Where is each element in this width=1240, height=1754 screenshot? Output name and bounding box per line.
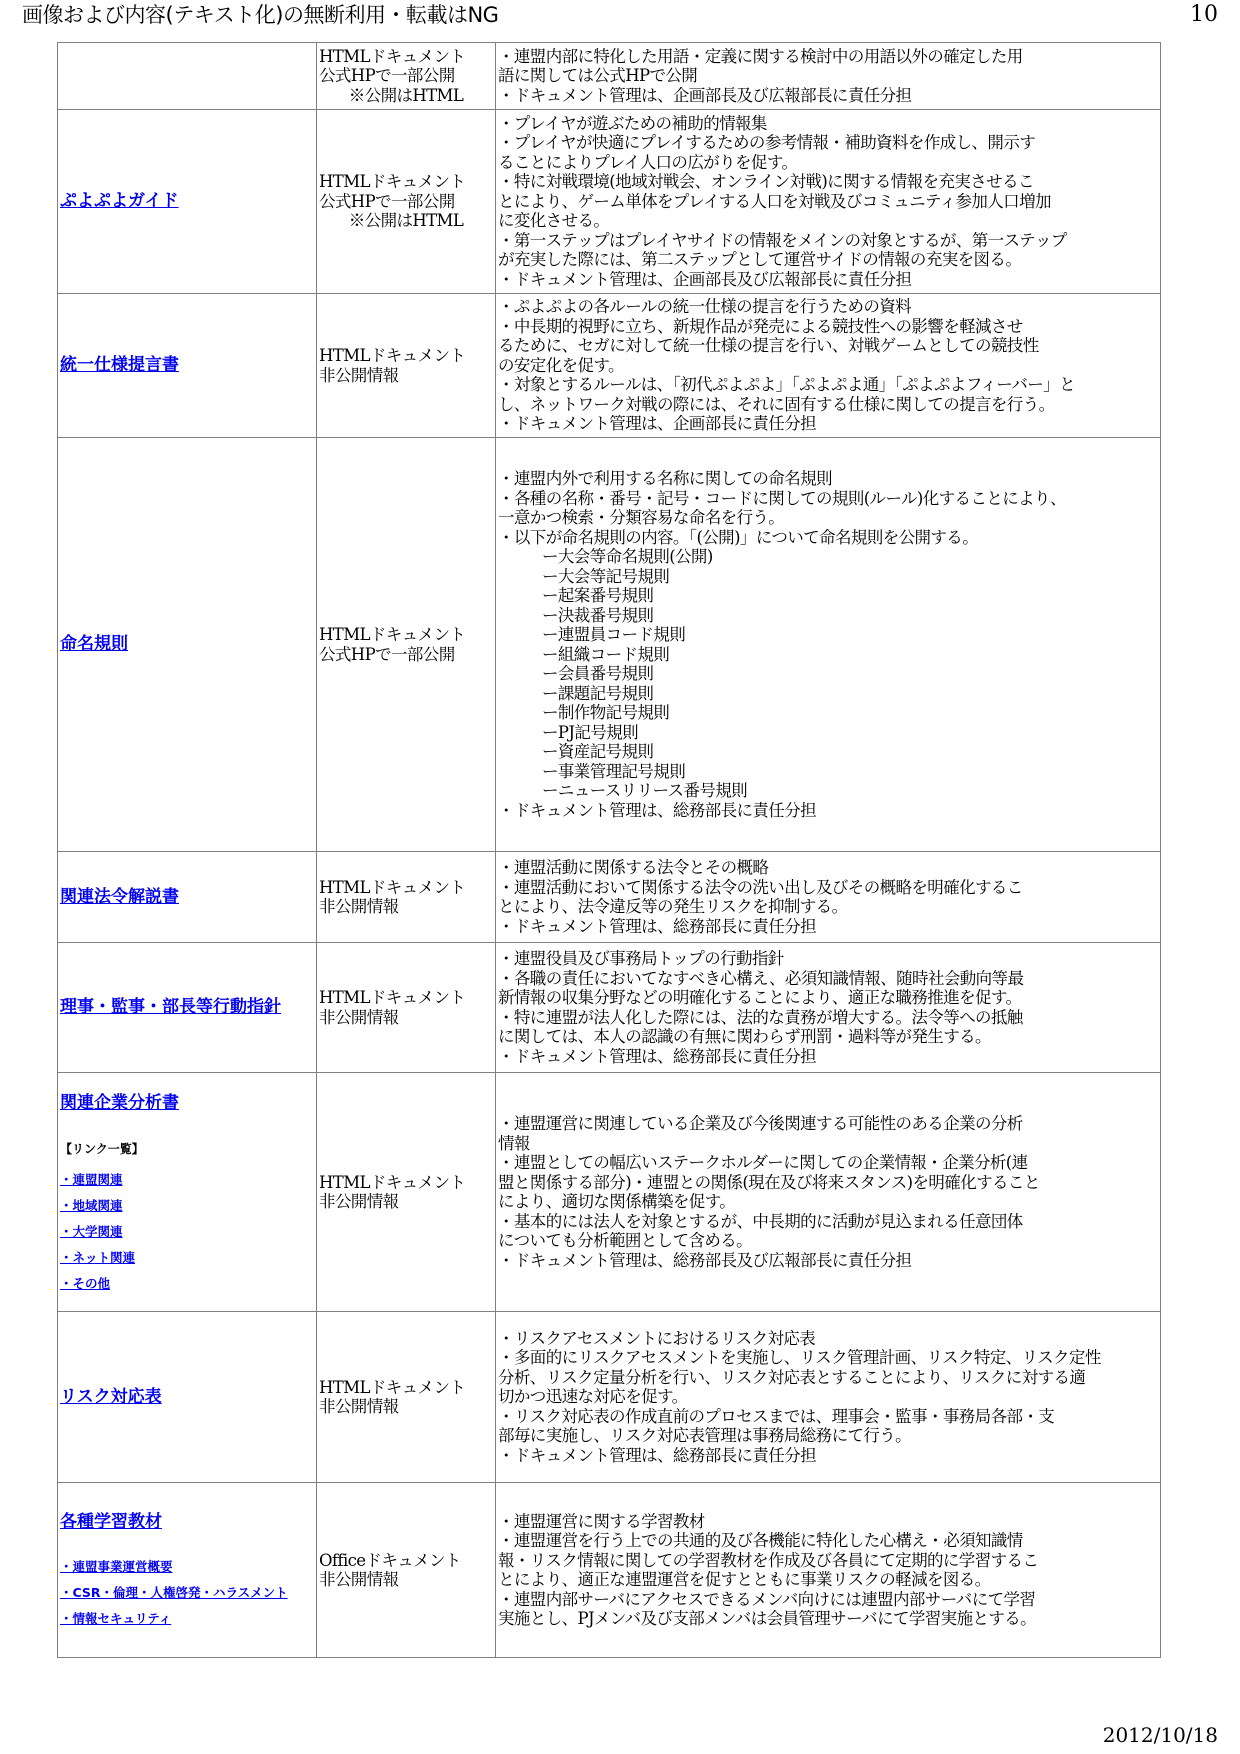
format-line: 公式HPで一部公開	[319, 191, 455, 211]
sub-link-infosec[interactable]: ・情報セキュリティ	[60, 1611, 172, 1627]
naming-rule-item: ー決裁番号規則	[542, 605, 654, 625]
desc-line: に変化させる。	[498, 211, 610, 231]
desc-line: ・ドキュメント管理は、企画部長及び広報部長に責任分担	[498, 269, 912, 289]
doc-format-cell	[317, 43, 496, 110]
doc-desc-cell	[496, 1483, 1161, 1658]
doc-link-naming-rules[interactable]: 命名規則	[60, 634, 128, 655]
doc-name-cell	[58, 1312, 317, 1483]
doc-desc-cell	[496, 43, 1161, 110]
format-line: HTMLドキュメント	[319, 877, 466, 897]
desc-line: についても分析範囲として含める。	[498, 1231, 753, 1250]
sub-link-business-overview[interactable]: ・連盟事業運営概要	[60, 1559, 173, 1575]
doc-link-learning-materials[interactable]: 各種学習教材	[60, 1511, 162, 1532]
naming-rule-item: ーPJ記号規則	[542, 722, 639, 742]
desc-line: 部毎に実施し、リスク対応表管理は事務局総務にて行う。	[498, 1426, 912, 1446]
table-row	[58, 43, 1161, 110]
desc-line: に関しては、本人の認識の有無に関わらず刑罰・過料等が発生する。	[498, 1027, 991, 1046]
doc-format-cell	[317, 943, 496, 1073]
desc-line: 実施とし、PJメンバ及び支部メンバは会員管理サーバにて学習実施とする。	[498, 1609, 1037, 1628]
sub-link-university[interactable]: ・大学関連	[60, 1224, 123, 1239]
desc-line: ・特に対戦環境(地域対戦会、オンライン対戦)に関する情報を充実させるこ	[498, 172, 1034, 192]
doc-desc-cell	[496, 110, 1161, 294]
desc-line: 新情報の収集分野などの明確化することにより、適正な職務推進を促す。	[498, 988, 1022, 1007]
doc-desc-cell	[496, 943, 1161, 1073]
doc-format-cell	[317, 852, 496, 943]
desc-line: 分析、リスク定量分析を行い、リスク対応表とすることにより、リスクに対する適	[498, 1367, 1086, 1387]
doc-format-cell	[317, 294, 496, 438]
doc-desc-cell	[496, 1073, 1161, 1312]
doc-link-company-analysis[interactable]: 関連企業分析書	[60, 1093, 179, 1113]
table-row	[58, 943, 1161, 1073]
naming-rule-item: ー制作物記号規則	[542, 703, 670, 722]
desc-line: ・プレイヤが遊ぶための補助的情報集	[498, 113, 767, 133]
doc-desc-cell	[496, 438, 1161, 852]
naming-rule-item: ー資産記号規則	[542, 742, 654, 761]
desc-line: ・各職の責任においてなすべき心構え、必須知識情報、随時社会動向等最	[498, 968, 1024, 988]
desc-line: ・ドキュメント管理は、総務部長に責任分担	[498, 1046, 817, 1066]
doc-link-legal-guide[interactable]: 関連法令解説書	[60, 886, 179, 907]
doc-name-cell	[58, 43, 317, 110]
format-line: ※公開はHTML	[348, 85, 464, 105]
doc-link-puyo-guide[interactable]: ぷよぷよガイド	[60, 191, 179, 212]
desc-line: ・連盟運営を行う上での共通的及び各機能に特化した心構え・必須知識情	[498, 1531, 1023, 1550]
doc-name-cell	[58, 110, 317, 294]
desc-line: 一意かつ検索・分類容易な命名を行う。	[498, 508, 785, 527]
desc-line: ・特に連盟が法人化した際には、法的な責務が増大する。法令等への抵触	[498, 1007, 1023, 1027]
desc-line: ・連盟役員及び事務局トップの行動指針	[498, 949, 784, 968]
desc-line: とにより、ゲーム単体をプレイする人口を対戦及びコミュニティ参加人口増加	[498, 191, 1051, 211]
link-list-title: 【リンク一覧】	[60, 1141, 144, 1156]
desc-line: 報・リスク情報に関しての学習教材を作成及び各員にて定期的に学習するこ	[498, 1550, 1039, 1570]
table-row	[58, 294, 1161, 438]
desc-line: し、ネットワーク対戦の際には、それに固有する仕様に関しての提言を行う。	[498, 394, 1055, 414]
desc-line: ・連盟運営に関連している企業及び今後関連する可能性のある企業の分析	[498, 1114, 1023, 1133]
desc-line: ・プレイヤが快適にプレイするための参考情報・補助資料を作成し、開示す	[498, 133, 1036, 153]
desc-line: ・基本的には法人を対象とするが、中長期的に活動が見込まれる任意団体	[498, 1211, 1023, 1231]
desc-line: るために、セガに対して統一仕様の提言を行い、対戦ゲームとしての競技性	[498, 336, 1039, 356]
desc-line: ・対象とするルールは、「初代ぷよぷよ」「ぷよぷよ通」「ぷよぷよフィーバー」と	[498, 375, 1075, 395]
desc-line: ・ぷよぷよの各ルールの統一仕様の提言を行うための資料	[498, 297, 912, 317]
table-row	[58, 438, 1161, 852]
format-line: HTMLドキュメント	[319, 1172, 466, 1192]
page-number: 10	[1190, 2, 1218, 27]
doc-link-risk-table[interactable]: リスク対応表	[60, 1386, 162, 1407]
format-line: ※公開はHTML	[348, 211, 464, 231]
desc-line: ・中長期的視野に立ち、新規作品が発売による競技性への影響を軽減させ	[498, 316, 1023, 336]
table-row	[58, 110, 1161, 294]
footer-date: 2012/10/18	[1102, 1723, 1218, 1747]
naming-rule-item: ー課題記号規則	[542, 683, 654, 703]
desc-line: ・連盟活動に関係する法令とその概略	[498, 858, 769, 877]
doc-format-cell	[317, 1483, 496, 1658]
desc-line: ることによりプレイ人口の広がりを促す。	[498, 152, 798, 172]
desc-line: ・連盟としての幅広いステークホルダーに関しての企業情報・企業分析(連	[498, 1153, 1028, 1172]
format-line: 公式HPで一部公開	[319, 66, 455, 86]
doc-desc-cell	[496, 1312, 1161, 1483]
desc-line: ・連盟内部に特化した用語・定義に関する検討中の用語以外の確定した用	[498, 46, 1023, 66]
format-line: HTMLドキュメント	[319, 988, 466, 1007]
desc-line: ・連盟活動において関係する法令の洗い出し及びその概略を明確化するこ	[498, 877, 1023, 897]
desc-line: 情報	[498, 1133, 530, 1153]
format-line: 非公開情報	[319, 1570, 399, 1589]
desc-line: ・第一ステップはプレイヤサイドの情報をメインの対象とするが、第一ステップ	[498, 230, 1067, 250]
desc-line: ・各種の名称・番号・記号・コードに関しての規則(ルール)化することにより、	[498, 488, 1066, 508]
page-title: 画像および内容(テキスト化)の無断利用・転載はNG	[22, 3, 499, 27]
doc-desc-cell	[496, 294, 1161, 438]
desc-line: 切かつ迅速な対応を促す。	[498, 1387, 688, 1407]
desc-line: ・ドキュメント管理は、総務部長及び広報部長に責任分担	[498, 1250, 912, 1270]
desc-line: ・ドキュメント管理は、企画部長及び広報部長に責任分担	[498, 85, 912, 105]
doc-name-cell	[58, 438, 317, 852]
table-row	[58, 1312, 1161, 1483]
desc-line: とにより、適正な連盟運営を促すとともに事業リスクの軽減を図る。	[498, 1570, 991, 1589]
format-line: 公式HPで一部公開	[319, 644, 455, 664]
table-row	[58, 1073, 1161, 1312]
desc-line: ・ドキュメント管理は、総務部長に責任分担	[498, 1445, 817, 1465]
format-line: HTMLドキュメント	[319, 1377, 466, 1397]
format-line: 非公開情報	[319, 1192, 399, 1211]
naming-rule-item: ー事業管理記号規則	[542, 761, 686, 781]
desc-line: により、適切な関係構築を促す。	[498, 1192, 736, 1211]
naming-rule-item: ー組織コード規則	[542, 644, 670, 664]
desc-line: ・多面的にリスクアセスメントを実施し、リスク管理計画、リスク特定、リスク定性	[498, 1348, 1101, 1368]
desc-line: ・連盟内外で利用する名称に関しての命名規則	[498, 469, 832, 488]
format-line: 非公開情報	[319, 365, 399, 385]
sub-link-regional[interactable]: ・地域関連	[60, 1198, 123, 1213]
format-line: HTMLドキュメント	[319, 46, 466, 66]
table-row	[58, 1483, 1161, 1658]
doc-link-officer-guidelines[interactable]: 理事・監事・部長等行動指針	[60, 997, 281, 1018]
desc-line: ・ドキュメント管理は、総務部長に責任分担	[498, 916, 817, 936]
desc-line: ・ドキュメント管理は、総務部長に責任分担	[498, 800, 817, 820]
format-line: HTMLドキュメント	[319, 172, 466, 192]
table-row	[58, 852, 1161, 943]
format-line: 非公開情報	[319, 1397, 399, 1416]
naming-rule-item: ー起案番号規則	[542, 586, 654, 605]
document-table	[57, 42, 1161, 1658]
desc-line: の安定化を促す。	[498, 355, 624, 375]
doc-desc-cell	[496, 852, 1161, 943]
desc-line: ・リスクアセスメントにおけるリスク対応表	[498, 1328, 816, 1348]
doc-format-cell	[317, 1073, 496, 1312]
desc-line: 盟と関係する部分)・連盟との関係(現在及び将来スタンス)を明確化すること	[498, 1172, 1040, 1192]
naming-rule-item: ー会員番号規則	[542, 664, 654, 683]
format-line: HTMLドキュメント	[319, 625, 466, 644]
format-line: 非公開情報	[319, 897, 399, 916]
naming-rule-item: ーニュースリリース番号規則	[542, 781, 748, 800]
format-line: 非公開情報	[319, 1007, 399, 1027]
format-line: HTMLドキュメント	[319, 346, 466, 365]
doc-format-cell	[317, 1312, 496, 1483]
sub-link-other[interactable]: ・その他	[60, 1276, 111, 1291]
doc-name-cell	[58, 294, 317, 438]
sub-link-csr-ethics[interactable]: ・CSR・倫理・人権啓発・ハラスメント	[60, 1585, 288, 1601]
naming-rule-item: ー大会等命名規則(公開)	[542, 547, 713, 566]
doc-link-unified-spec[interactable]: 統一仕様提言書	[60, 355, 179, 376]
desc-line: ・以下が命名規則の内容。「(公開)」について命名規則を公開する。	[498, 527, 979, 547]
naming-rule-item: ー大会等記号規則	[542, 566, 670, 586]
desc-line: とにより、法令違反等の発生リスクを抑制する。	[498, 897, 848, 916]
desc-line: ・連盟運営に関する学習教材	[498, 1511, 705, 1531]
desc-line: ・リスク対応表の作成直前のプロセスまでは、理事会・監事・事務局各部・支	[498, 1406, 1055, 1426]
naming-rule-item: ー連盟員コード規則	[542, 625, 686, 644]
doc-name-cell	[58, 943, 317, 1073]
doc-name-cell	[58, 1483, 317, 1658]
doc-name-cell	[58, 852, 317, 943]
page-header	[22, 0, 1218, 40]
sub-link-net[interactable]: ・ネット関連	[60, 1250, 136, 1265]
desc-line: 語に関しては公式HPで公開	[498, 66, 698, 86]
doc-format-cell	[317, 110, 496, 294]
doc-name-cell	[58, 1073, 317, 1312]
desc-line: ・連盟内部サーバにアクセスできるメンバ向けには連盟内部サーバにて学習	[498, 1589, 1036, 1609]
doc-format-cell	[317, 438, 496, 852]
format-line: Officeドキュメント	[319, 1550, 461, 1570]
sub-link-federation[interactable]: ・連盟関連	[60, 1172, 123, 1187]
desc-line: が充実した際には、第二ステップとして運営サイドの情報の充実を図る。	[498, 250, 1022, 270]
desc-line: ・ドキュメント管理は、企画部長に責任分担	[498, 414, 817, 434]
